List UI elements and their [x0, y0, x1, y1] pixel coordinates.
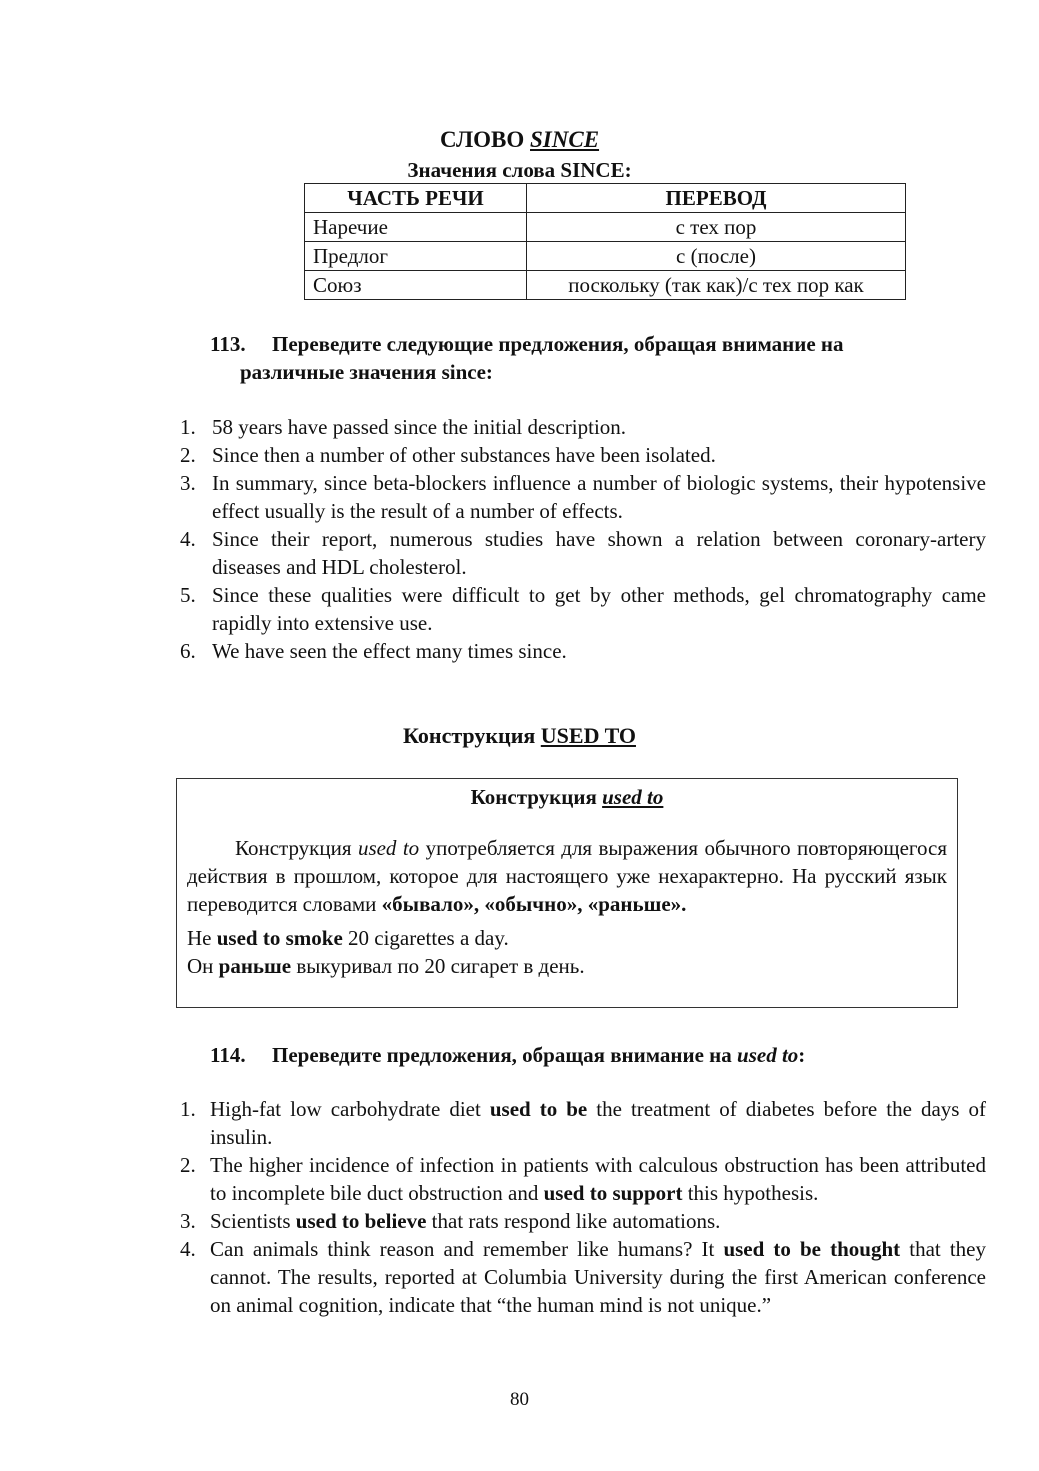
- table-cell: Союз: [305, 271, 527, 300]
- rule-text-body: употребляется для выражения обычного повторяющегося действия в прошлом, которое для настоящего уже нехарактерно. На русский язык переводится словами: [187, 836, 948, 916]
- list-item: [180, 525, 986, 581]
- example-russian: [187, 952, 947, 980]
- rule-title: [187, 783, 947, 811]
- exercise-instruction: Переведите предложения, обращая внимание на: [272, 1043, 738, 1067]
- table-cell: с (после): [527, 242, 906, 271]
- item-number: 3.: [180, 471, 196, 495]
- list-item: [180, 469, 986, 525]
- example-text: 20 cigarettes a day.: [342, 926, 509, 950]
- item-text: Can animals think reason and remember like humans? It: [210, 1237, 724, 1261]
- section-heading: [0, 722, 1039, 750]
- item-number: 3.: [180, 1209, 196, 1233]
- page-subtitle: Значения слова SINCE:: [407, 158, 632, 182]
- table-cell: Предлог: [305, 242, 527, 271]
- page-number: 80: [510, 1389, 529, 1410]
- exercise-colon: :: [798, 1043, 806, 1067]
- item-number: 5.: [180, 583, 196, 607]
- example-english: [187, 924, 947, 952]
- table-header-row: [305, 184, 906, 213]
- rule-text-translations: «бывало», «обычно», «раньше».: [381, 892, 687, 916]
- exercise-114-heading: [210, 1041, 970, 1069]
- list-item: [180, 581, 986, 637]
- table-row: [305, 213, 906, 242]
- list-item: [180, 637, 986, 665]
- table-row: [305, 271, 906, 300]
- title-word: SINCE: [530, 127, 600, 152]
- item-text: 58 years have passed since the initial description.: [212, 415, 627, 439]
- section-heading-term: USED TO: [540, 723, 636, 748]
- rule-text: [187, 834, 947, 918]
- exercise-114-list: [180, 1095, 986, 1319]
- example-text: выкуривал по 20 сигарет в день.: [291, 954, 585, 978]
- item-number: 1.: [180, 415, 196, 439]
- item-number: 2.: [180, 443, 196, 467]
- example-text: He: [187, 926, 217, 950]
- meanings-table: [304, 183, 906, 300]
- item-text: Scientists: [210, 1209, 296, 1233]
- exercise-instruction-continued: различные значения since:: [240, 360, 493, 384]
- exercise-number: 114.: [210, 1043, 246, 1067]
- column-header: ПЕРЕВОД: [527, 184, 906, 213]
- table-row: [305, 242, 906, 271]
- item-text: Since then a number of other substances have been isolated.: [212, 443, 716, 467]
- item-number: 4.: [180, 1237, 196, 1261]
- list-item: [180, 413, 986, 441]
- table-cell: с тех пор: [527, 213, 906, 242]
- page-title: [0, 126, 1039, 154]
- table-cell: Наречие: [305, 213, 527, 242]
- item-highlight: used to be: [489, 1097, 588, 1121]
- title-prefix: СЛОВО: [439, 127, 525, 152]
- table-cell: поскольку (так как)/с тех пор как: [527, 271, 906, 300]
- column-header: ЧАСТЬ РЕЧИ: [305, 184, 527, 213]
- list-item: [180, 1235, 986, 1319]
- rule-title-prefix: Конструкция: [470, 785, 597, 809]
- item-number: 1.: [180, 1097, 196, 1121]
- item-text: In summary, since beta-blockers influence a number of biologic systems, their hypotensive effect usually is the result of a number of effects.: [212, 471, 986, 523]
- list-item: [180, 441, 986, 469]
- section-heading-prefix: Конструкция: [403, 723, 536, 748]
- item-text: Since these qualities were difficult to get by other methods, gel chromatography came rapidly into extensive use.: [212, 583, 986, 635]
- item-number: 2.: [180, 1153, 196, 1177]
- rule-text-start: Конструкция: [235, 836, 352, 860]
- item-text: Since their report, numerous studies have shown a relation between coronary-artery diseases and HDL cholesterol.: [212, 527, 986, 579]
- item-text: this hypothesis.: [682, 1181, 819, 1205]
- example-highlight: used to smoke: [216, 926, 343, 950]
- item-text: that rats respond like automations.: [426, 1209, 721, 1233]
- rule-text-term: used to: [357, 836, 420, 860]
- exercise-number: 113.: [210, 332, 246, 356]
- item-highlight: used to believe: [295, 1209, 427, 1233]
- item-text: High-fat low carbohydrate diet: [210, 1097, 490, 1121]
- list-item: [180, 1207, 986, 1235]
- grammar-rule-box: [176, 778, 958, 1008]
- example-highlight: раньше: [218, 954, 292, 978]
- item-text: that they cannot. The results, reported at Columbia University during the first American conference on animal cognition, indicate that “the human mind is not unique.”: [210, 1237, 986, 1317]
- exercise-instruction: Переведите следующие предложения, обращая внимание на: [272, 332, 844, 356]
- item-number: 4.: [180, 527, 196, 551]
- exercise-113-heading: [210, 330, 970, 386]
- exercise-term: used to: [737, 1043, 799, 1067]
- list-item: [180, 1095, 986, 1151]
- rule-title-term: used to: [602, 785, 664, 809]
- item-highlight: used to support: [543, 1181, 683, 1205]
- exercise-113-list: [180, 413, 986, 665]
- item-text: We have seen the effect many times since.: [212, 639, 567, 663]
- list-item: [180, 1151, 986, 1207]
- item-number: 6.: [180, 639, 196, 663]
- item-text: the treatment of diabetes before the days of insulin.: [210, 1097, 986, 1149]
- item-highlight: used to be thought: [723, 1237, 901, 1261]
- example-text: Он: [187, 954, 219, 978]
- item-text: The higher incidence of infection in patients with calculous obstruction has been attributed to incomplete bile duct obstruction and: [210, 1153, 986, 1205]
